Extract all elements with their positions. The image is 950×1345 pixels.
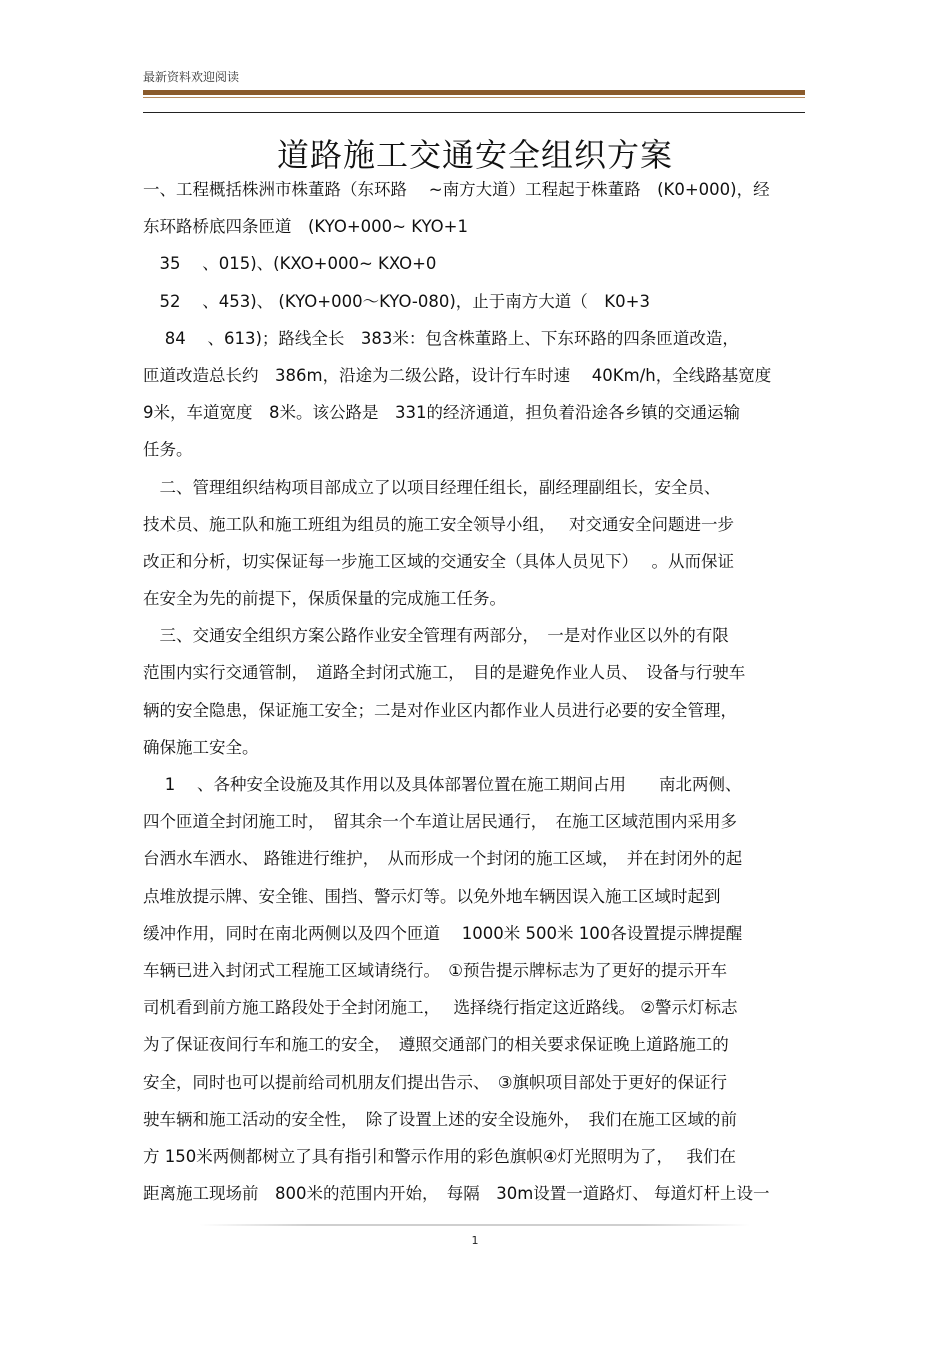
body-line: 司机看到前方施工路段处于全封闭施工， 选择绕行指定这近路线。 ②警示灯标志 xyxy=(143,998,738,1018)
body-line: 9米，车道宽度 8米。该公路是 331的经济通道，担负着沿途各乡镇的交通运输 xyxy=(143,403,740,423)
body-line: 驶车辆和施工活动的安全性， 除了设置上述的安全设施外， 我们在施工区域的前 xyxy=(143,1109,737,1129)
header-rule-thick xyxy=(143,90,805,95)
page-number: 1 xyxy=(471,1234,479,1247)
body-line: 一、工程概括株洲市株董路（东环路 ~南方大道）工程起于株董路 (K0+000)，经 xyxy=(143,180,770,199)
footer-rule xyxy=(200,1224,750,1226)
body-line: 车辆已进入封闭式工程施工区域请绕行。 ①预告提示牌标志为了更好的提示开车 xyxy=(143,960,728,980)
body-line: 距离施工现场前 800米的范围内开始， 每隔 30m设置一道路灯、 每道灯杆上设一 xyxy=(143,1184,770,1204)
body-line: 二、管理组织结构项目部成立了以项目经理任组长，副经理副组长，安全员、 xyxy=(143,477,721,497)
body-line: 范围内实行交通管制， 道路全封闭式施工， 目的是避免作业人员、 设备与行驶车 xyxy=(143,663,746,683)
body-line: 四个匝道全封闭施工时， 留其余一个车道让居民通行， 在施工区域范围内采用多 xyxy=(143,812,737,832)
running-header: 最新资料欢迎阅读 xyxy=(143,70,240,84)
body-line: 任务。 xyxy=(143,440,193,460)
body-line: 52 、453)、 (KYO+000～KYO-080)，止于南方大道（ K0+3 xyxy=(143,291,650,311)
body-line: 35 、015)、(KXO+000~ KXO+0 xyxy=(143,254,437,274)
body-line: 东环路桥底四条匝道 (KYO+000~ KYO+1 xyxy=(143,217,468,237)
body-line: 1 、各种安全设施及其作用以及具体部署位置在施工期间占用 南北两侧、 xyxy=(143,775,742,794)
header-rule-bottom xyxy=(143,112,805,113)
body-line: 方 150米两侧都树立了具有指引和警示作用的彩色旗帜④灯光照明为了， 我们在 xyxy=(143,1146,737,1166)
body-line: 在安全为先的前提下，保质保量的完成施工任务。 xyxy=(143,589,506,609)
body-line: 台洒水车洒水、 路锥进行维护， 从而形成一个封闭的施工区域， 并在封闭外的起 xyxy=(143,849,743,869)
body-line: 技术员、施工队和施工班组为组员的施工安全领导小组， 对交通安全问题进一步 xyxy=(143,514,734,534)
body-line: 匝道改造总长约 386m，沿途为二级公路，设计行车时速 40Km/h，全线路基宽度 xyxy=(143,365,772,385)
body-line: 确保施工安全。 xyxy=(143,737,259,757)
body-line: 缓冲作用，同时在南北两侧以及四个匝道 1000米 500米 100各设置提示牌提醒 xyxy=(143,923,743,943)
body-line: 84 、613)；路线全长 383米：包含株董路上、下东环路的四条匝道改造， xyxy=(143,328,739,348)
body-line: 安全，同时也可以提前给司机朋友们提出告示、 ③旗帜项目部处于更好的保证行 xyxy=(143,1072,728,1092)
body-line: 三、交通安全组织方案公路作业安全管理有两部分， 一是对作业区以外的有限 xyxy=(143,626,729,646)
header-rule-thin xyxy=(143,97,805,98)
body-line: 点堆放提示牌、安全锥、围挡、警示灯等。以免外地车辆因误入施工区域时起到 xyxy=(143,886,721,906)
document-body xyxy=(143,171,808,1212)
document-title: 道路施工交通安全组织方案 xyxy=(276,136,673,174)
body-line: 辆的安全隐患，保证施工安全；二是对作业区内都作业人员进行必要的安全管理， xyxy=(143,700,737,720)
body-line: 改正和分析，切实保证每一步施工区域的交通安全（具体人员见下） 。从而保证 xyxy=(143,551,734,571)
body-line: 为了保证夜间行车和施工的安全， 遵照交通部门的相关要求保证晚上道路施工的 xyxy=(143,1035,729,1055)
